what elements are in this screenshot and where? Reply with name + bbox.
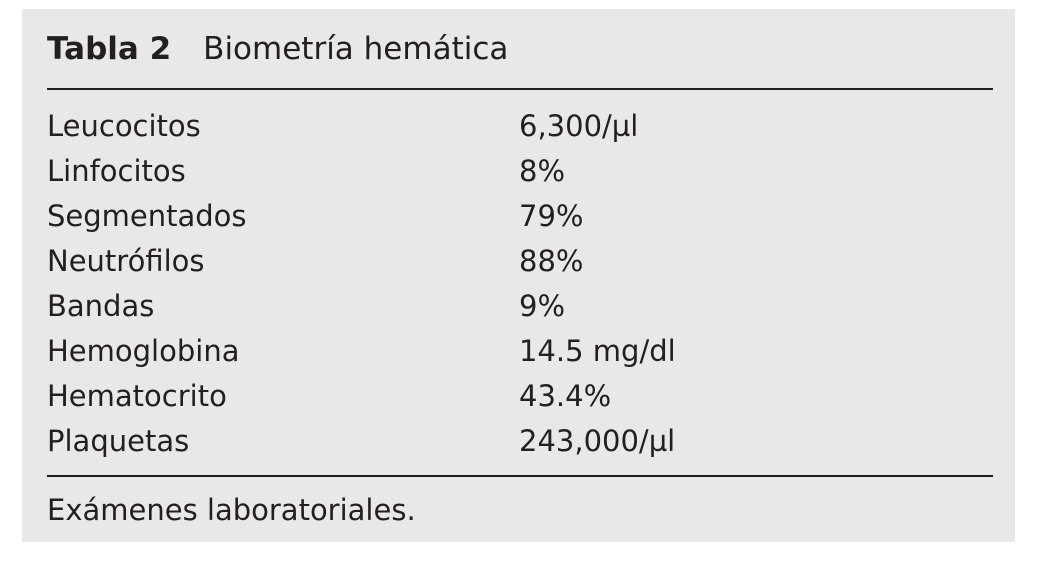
bottom-rule <box>47 475 993 477</box>
row-name: Linfocitos <box>47 154 186 188</box>
top-rule <box>47 88 993 90</box>
row-name: Bandas <box>47 289 155 323</box>
row-name: Hemoglobina <box>47 334 240 368</box>
row-value: 14.5 mg/dl <box>519 334 676 368</box>
table-row <box>47 239 993 284</box>
row-name: Leucocitos <box>47 109 201 143</box>
row-value: 88% <box>519 244 584 278</box>
row-value: 43.4% <box>519 379 612 413</box>
row-name: Plaquetas <box>47 424 190 458</box>
row-value: 8% <box>519 154 566 188</box>
table-row <box>47 149 993 194</box>
row-name: Hematocrito <box>47 379 227 413</box>
table-body <box>47 104 993 464</box>
table-row <box>47 104 993 149</box>
table-row <box>47 419 993 464</box>
row-value: 243,000/µl <box>519 424 676 458</box>
table-row <box>47 329 993 374</box>
row-value: 9% <box>519 289 566 323</box>
table-row <box>47 284 993 329</box>
row-value: 79% <box>519 199 584 233</box>
table-caption <box>47 27 508 71</box>
table-label: Tabla 2 <box>47 31 172 67</box>
table-panel <box>22 9 1015 542</box>
table-footnote: Exámenes laboratoriales. <box>47 493 416 527</box>
row-value: 6,300/µl <box>519 109 639 143</box>
row-name: Neutrófilos <box>47 244 205 278</box>
table-row <box>47 194 993 239</box>
table-title: Biometría hemática <box>203 31 509 67</box>
table-row <box>47 374 993 419</box>
row-name: Segmentados <box>47 199 247 233</box>
